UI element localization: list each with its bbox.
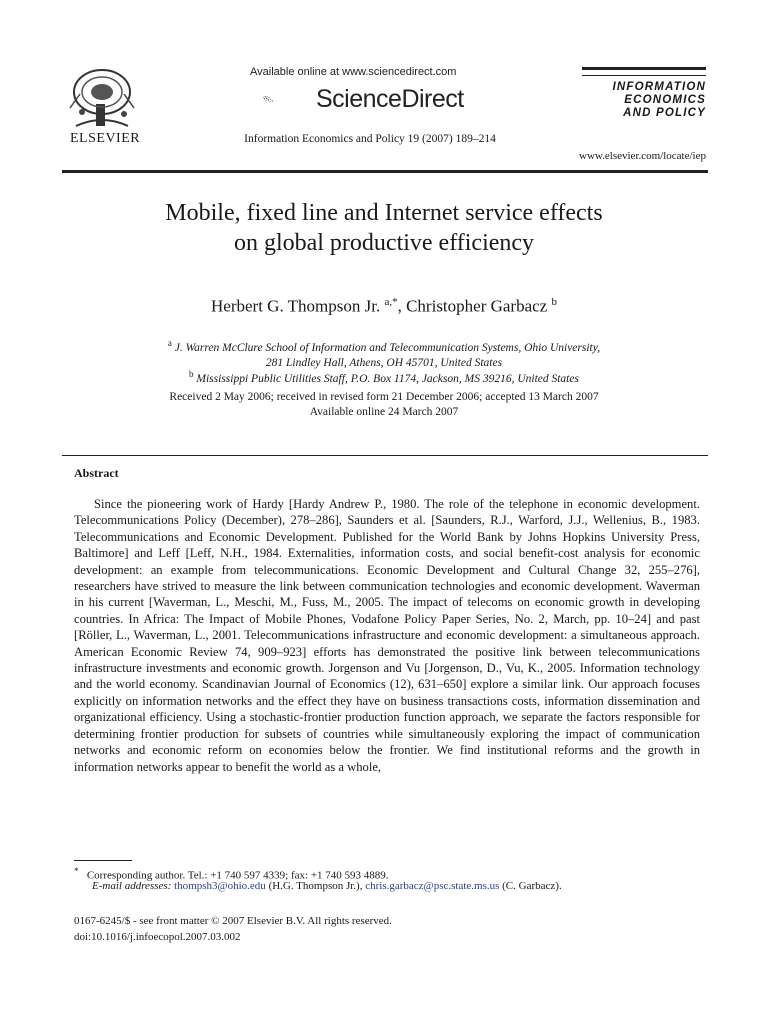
- copyright-block: [74, 913, 392, 945]
- journal-logo-rule-thin: [582, 75, 706, 76]
- footnote-divider: [74, 860, 132, 861]
- affiliation-a: $^a$ J. Warren McClure School of Information and Telecommunication Systems, Ohio University, 281 Lindley Hall, Athens, OH 45701, United States: [167, 338, 601, 369]
- article-dates: [0, 390, 768, 420]
- doi-link[interactable]: doi:10.1016/j.infoecopol.2007.03.002: [74, 931, 241, 943]
- author-name: Herbert G. Thompson Jr.: [211, 296, 381, 316]
- abstract-body: [74, 496, 700, 775]
- corresponding-author-footnote: * Corresponding author. Tel.: +1 740 597 4339; fax: +1 740 593 4889.: [74, 866, 389, 882]
- author-list: Herbert G. Thompson Jr. $^{a,*}$, Christopher Garbacz $^b$: [211, 296, 557, 316]
- email-link[interactable]: chris.garbacz@psc.state.ms.us: [365, 880, 500, 892]
- available-online-text[interactable]: Available online at www.sciencedirect.com: [250, 66, 457, 78]
- email-link[interactable]: thompsh3@ohio.edu: [174, 880, 266, 892]
- publisher-name: ELSEVIER: [70, 131, 141, 146]
- journal-logo-rule-top: [582, 67, 706, 70]
- journal-logo-text: INFORMATION ECONOMICS AND POLICY: [612, 81, 706, 119]
- received-dates: Received 2 May 2006; received in revised form 21 December 2006; accepted 13 March 2007: [169, 391, 599, 403]
- copyright-line: 0167-6245/$ - see front matter © 2007 Elsevier B.V. All rights reserved.: [74, 915, 392, 927]
- abstract-heading: Abstract: [74, 466, 119, 480]
- available-online-date: Available online 24 March 2007: [309, 406, 459, 418]
- journal-logo: [582, 67, 706, 120]
- journal-url-link[interactable]: www.elsevier.com/locate/iep: [579, 150, 706, 162]
- author-name: Christopher Garbacz: [406, 296, 548, 316]
- abstract-divider: [62, 455, 708, 456]
- paper-title: Mobile, fixed line and Internet service effects on global productive efficiency: [165, 200, 603, 256]
- sciencedirect-dots-icon: [262, 84, 316, 114]
- header-divider: [62, 170, 708, 173]
- email-footnote: E-mail addresses: thompsh3@ohio.edu (H.G. Thompson Jr.), chris.garbacz@psc.state.ms.us (C. Garbacz).: [92, 880, 562, 892]
- journal-citation: Information Economics and Policy 19 (2007) 189–214: [244, 133, 496, 145]
- author-affiliation-mark[interactable]: b: [551, 296, 557, 308]
- sciencedirect-wordmark[interactable]: ScienceDirect: [316, 85, 464, 113]
- affiliation-b: $^b$ Mississippi Public Utilities Staff, P.O. Box 1174, Jackson, MS 39216, United States: [189, 369, 579, 385]
- abstract-paragraph: Since the pioneering work of Hardy [Hardy Andrew P., 1980. The role of the telephone in economic development. Telecommunications Policy (December), 278–286], Saunders et al. [Saunders, R.J., Warford, J.J., Wellenius, B., 1983. Telecommunications and Economic Development. Published for the World Bank by Johns Hopkins University Press, Baltimore] and Leff [Leff, N.H., 1984. Externalities, information costs, and social benefit-cost analysis for economic development: an example from telecommunications. Economic Development and Cultural Change 32, 255–276], researchers have strived to measure the link between communication technologies and economic development. Waverman in his current [Waverman, L., Meschi, M., Fuss, M., 2005. The impact of telecoms on economic growth in developing countries. In Africa: The Impact of Mobile Phones, Vodafone Policy Paper Series, No. 2, March, pp. 10–24] and past [Röller, L., Waverman, L., 2001. Telecommunications infrastructure and economic development: a simultaneous approach. American Economic Review 74, 909–923] efforts has demonstrated the positive link between telecommunications infrastructure investments and economic growth. Jorgenson and Vu [Jorgenson, D., Vu, K., 2005. Information technology and the world economy. Scandinavian Journal of Economics (12), 631–650] explore a similar link. Our approach focuses explicitly on information networks and the effect they have on business transactions costs, information dissemination and organizational efficiency. Using a stochastic-frontier production function approach, we separate the factors responsible for determining frontier production for subsets of countries while simultaneously exploring the impact of communication networks and economic reform on economies below the frontier. We find institutional reforms and the growth in information networks appear to benefit the world as a whole,: [74, 497, 700, 774]
- author-affiliation-mark[interactable]: a,*: [384, 296, 398, 308]
